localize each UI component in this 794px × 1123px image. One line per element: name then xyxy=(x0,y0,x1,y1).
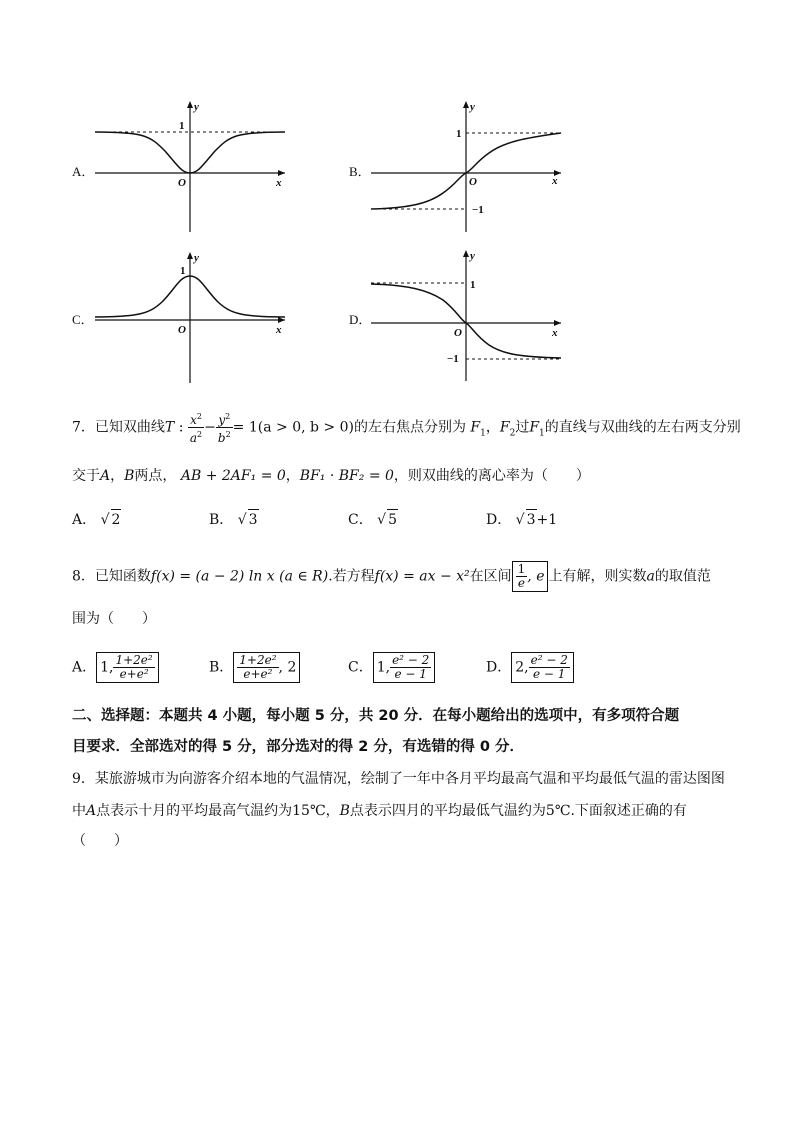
q8-option-b[interactable]: B． $\frac{\text{1+2e²}}{\text{e+e²}}$ , 2 xyxy=(209,652,300,683)
q8-option-d[interactable]: D． 2, $\frac{\text{e² − 2}}{e - 1}$ xyxy=(486,652,574,683)
q8-option-c[interactable]: C． 1, $\frac{\text{e² − 2}}{e - 1}$ xyxy=(348,652,435,683)
q7-frac-y: $\frac{y^2}{b^2}$ xyxy=(217,412,231,445)
q7-option-a[interactable]: A． √ 2 xyxy=(72,509,121,530)
option-b-label[interactable]: B． xyxy=(349,164,371,179)
q9-line2: 中A点表示十月的平均最高气温约为15℃，B点表示四月的平均最低气温约为5℃.下面叙述正确的有 xyxy=(72,803,687,819)
tick-1: 1 xyxy=(180,265,186,277)
graph-a xyxy=(90,96,290,236)
q7-opt-c-value: 5 xyxy=(387,509,398,530)
origin-label: O xyxy=(178,324,186,336)
q7-line2: 交于A，B两点， AB + 2AF₁ = 0，BF₁ · BF₂ = 0，则双曲线的离心率为（ ） xyxy=(72,468,590,484)
q9-temp2: 5℃ xyxy=(545,803,571,819)
q8-option-a[interactable]: A． 1, $\frac{\text{1+2e²}}{\text{e+e²}}$ xyxy=(72,652,159,683)
x-axis-arrow xyxy=(554,320,561,326)
section2-line1: 二、选择题：本题共 4 小题，每小题 5 分，共 20 分．在每小题给出的选项中，有多项符合题 xyxy=(72,708,680,724)
q7-cond: (a > 0, b > 0) xyxy=(257,419,354,436)
x-label: x xyxy=(276,324,282,336)
q7-text2: 过 xyxy=(515,419,530,436)
q8-func: f(x) = (a − 2) ln x (a ∈ R) xyxy=(150,568,329,585)
q8-text2: 在区间 xyxy=(469,568,512,585)
q9-temp1: 15℃ xyxy=(292,803,326,819)
tick-1: 1 xyxy=(470,279,476,291)
q8-a: a xyxy=(646,568,655,585)
x-axis-arrow xyxy=(278,317,285,323)
q7-line1: 7．已知双曲线T : $\frac{x^2}{a^2}$ − $\frac{y^2}{b^2}$ = 1(a > 0, b > 0)的左右焦点分别为 $F_1$，$F_2$过$F_1$的直线与双曲线的左右两支分别 xyxy=(72,412,741,445)
y-label: y xyxy=(194,101,199,113)
q7-line2a: 交于 xyxy=(72,468,100,484)
tick-minus-1: −1 xyxy=(447,353,459,365)
x-label: x xyxy=(552,175,558,187)
q8-text4: 的取值范 xyxy=(654,568,711,585)
section2-line2: 目要求．全部选对的得 5 分，部分选对的得 2 分，有选错的得 0 分． xyxy=(72,739,525,755)
y-axis-arrow xyxy=(463,101,469,108)
y-label: y xyxy=(470,250,475,262)
q7-line2c: ，则双曲线的离心率为（ ） xyxy=(393,468,590,484)
y-label: y xyxy=(470,101,475,113)
q8-text3: 上有解，则实数 xyxy=(548,568,647,585)
q7-option-c[interactable]: C． √ 5 xyxy=(348,509,398,530)
q7-frac-x: $\frac{x^2}{a^2}$ xyxy=(189,412,203,445)
q7-opt-d-suffix: +1 xyxy=(536,512,558,528)
q7-opt-b-value: 3 xyxy=(248,509,259,530)
q8-line2: 围为（ ） xyxy=(72,611,156,627)
origin-label: O xyxy=(469,176,477,188)
option-a-label[interactable]: A． xyxy=(72,164,95,179)
tick-1: 1 xyxy=(179,120,185,132)
graph-b xyxy=(368,96,568,236)
q8-interval: $\frac{1}{e}$ , e xyxy=(512,561,549,592)
graph-c xyxy=(90,247,290,387)
tick-minus-1: −1 xyxy=(472,204,484,216)
q9-line3: （ ） xyxy=(72,833,128,849)
q7-text3: 的直线与双曲线的左右两支分别 xyxy=(544,419,741,436)
q7-f2: F xyxy=(499,419,510,436)
q7-eq2: BF₁ · BF₂ = 0 xyxy=(299,468,394,484)
q7-prefix: 7．已知双曲线 xyxy=(72,419,165,436)
y-label: y xyxy=(194,252,199,264)
q7-f1: F xyxy=(470,419,481,436)
y-axis-arrow xyxy=(463,250,469,257)
tick-1: 1 xyxy=(456,128,462,140)
x-label: x xyxy=(276,177,282,189)
q7-line2b: 两点， xyxy=(134,468,177,484)
graph-d xyxy=(368,245,568,385)
option-c-label[interactable]: C． xyxy=(72,312,94,327)
y-axis-arrow xyxy=(187,252,193,259)
q8-prefix: 8．已知函数 xyxy=(72,568,151,585)
q7-opt-d-value: 3 xyxy=(526,509,537,530)
q7-opt-a-value: 2 xyxy=(111,509,122,530)
q8-text1: .若方程 xyxy=(328,568,375,585)
q7-option-b[interactable]: B． √ 3 xyxy=(209,509,259,530)
y-axis-arrow xyxy=(187,101,193,108)
q7-point-b: B xyxy=(124,468,135,484)
q9-point-a: A xyxy=(86,803,97,819)
q9-line1: 9．某旅游城市为向游客介绍本地的气温情况，绘制了一年中各月平均最高气温和平均最低气温的雷达图图 xyxy=(72,771,725,787)
q7-curve: T xyxy=(164,419,175,436)
x-axis-arrow xyxy=(278,170,285,176)
option-d-label[interactable]: D． xyxy=(349,312,372,327)
q8-line1 xyxy=(72,561,711,592)
q9-point-b: B xyxy=(339,803,350,819)
x-label: x xyxy=(552,327,558,339)
q8-eq: f(x) = ax − x² xyxy=(374,568,470,585)
origin-label: O xyxy=(178,177,186,189)
q7-eq1: AB + 2AF₁ = 0 xyxy=(180,468,286,484)
q7-option-d[interactable]: D． √ 3+1 xyxy=(486,509,557,530)
q7-text1: 的左右焦点分别为 xyxy=(353,419,466,436)
q7-point-a: A xyxy=(100,468,111,484)
origin-label: O xyxy=(454,327,462,339)
